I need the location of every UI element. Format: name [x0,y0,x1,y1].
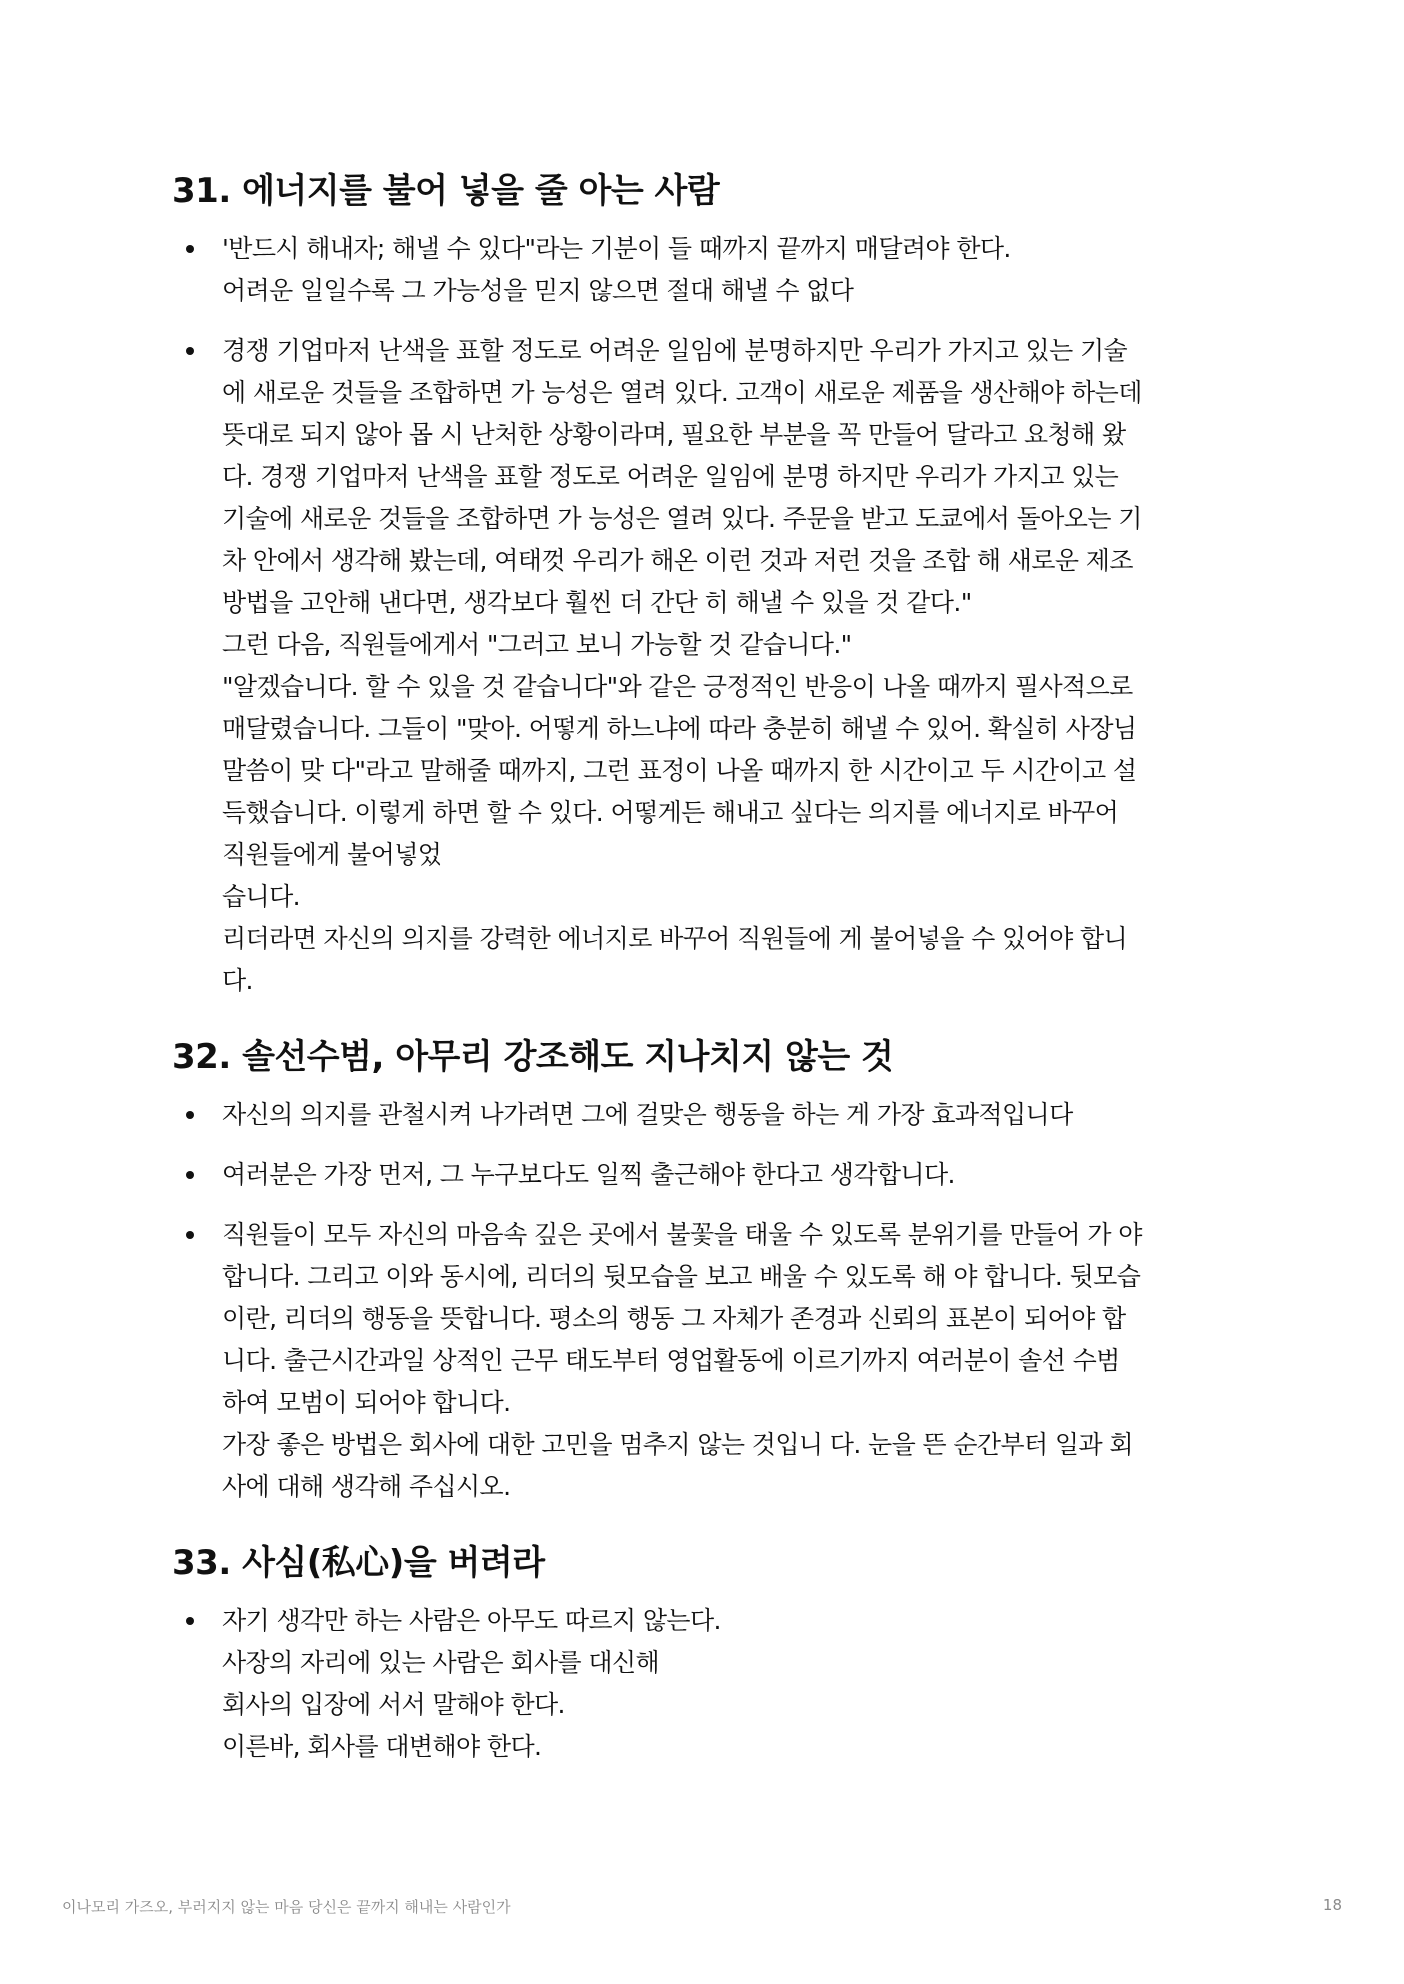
footer-title: 이나모리 가즈오, 부러지지 않는 마음 당신은 끝까지 해내는 사람인가 [62,1898,511,1916]
text-line: '반드시 해내자; 해낼 수 있다"라는 기분이 들 때까지 끝까지 매달려야 한다. [222,234,1011,263]
bullet-item [172,1154,1242,1196]
text-line: 어려운 일일수록 그 가능성을 믿지 않으면 절대 해낼 수 없다 [222,276,854,305]
text-line: 이란, 리더의 행동을 뜻합니다. 평소의 행동 그 자체가 존경과 신뢰의 표본이 되어야 합 [222,1304,1126,1333]
text-line: 이른바, 회사를 대변해야 한다. [222,1732,542,1761]
text-line: 여러분은 가장 먼저, 그 누구보다도 일찍 출근해야 한다고 생각합니다. [222,1160,955,1189]
text-line: 에 새로운 것들을 조합하면 가 능성은 열려 있다. 고객이 새로운 제품을 생산해야 하는데 [222,378,1142,407]
bullet-list [172,1094,1242,1508]
bullet-item [172,1214,1242,1508]
text-line: 니다. 출근시간과일 상적인 근무 태도부터 영업활동에 이르기까지 여러분이 솔선 수범 [222,1346,1120,1375]
section-title: 33. 사심(私心)을 버려라 [172,1543,545,1583]
bullet-list [172,1600,1242,1768]
text-line: 뜻대로 되지 않아 몹 시 난처한 상황이라며, 필요한 부분을 꼭 만들어 달라고 요청해 왔 [222,420,1126,449]
text-line: 다. 경쟁 기업마저 난색을 표할 정도로 어려운 일임에 분명 하지만 우리가 가지고 있는 [222,462,1119,491]
document-content [172,168,1242,1768]
text-line: 합니다. 그리고 이와 동시에, 리더의 뒷모습을 보고 배울 수 있도록 해 야 합니다. 뒷모습 [222,1262,1141,1291]
text-line: 말씀이 맞 다"라고 말해줄 때까지, 그런 표정이 나올 때까지 한 시간이고 두 시간이고 설 [222,756,1137,785]
text-line: 다. [222,966,253,995]
text-line: 습니다. [222,882,300,911]
page-number: 18 [1322,1896,1342,1914]
bullet-icon [186,245,194,253]
bullet-icon [186,1617,194,1625]
text-line: 사에 대해 생각해 주십시오. [222,1472,511,1501]
section-title: 32. 솔선수범, 아무리 강조해도 지나치지 않는 것 [172,1037,894,1077]
text-line: 차 안에서 생각해 봤는데, 여태껏 우리가 해온 이런 것과 저런 것을 조합 해 새로운 제조 [222,546,1133,575]
bullet-list [172,228,1242,1002]
text-line: 방법을 고안해 낸다면, 생각보다 훨씬 더 간단 히 해낼 수 있을 것 같다." [222,588,972,617]
text-line: 직원들에게 불어넣었 [222,840,442,869]
bullet-item [172,228,1242,312]
text-line: 하여 모범이 되어야 합니다. [222,1388,511,1417]
section-33 [172,1540,1242,1768]
text-line: 사장의 자리에 있는 사람은 회사를 대신해 [222,1648,660,1677]
text-line: 가장 좋은 방법은 회사에 대한 고민을 멈추지 않는 것입니 다. 눈을 뜬 순간부터 일과 회 [222,1430,1133,1459]
bullet-icon [186,1111,194,1119]
text-line: 자기 생각만 하는 사람은 아무도 따르지 않는다. [222,1606,721,1635]
text-line: 회사의 입장에 서서 말해야 한다. [222,1690,565,1719]
text-line: 매달렸습니다. 그들이 "맞아. 어떻게 하느냐에 따라 충분히 해낼 수 있어. 확실히 사장님 [222,714,1137,743]
bullet-icon [186,347,194,355]
bullet-item [172,1600,1242,1768]
page-footer [62,1896,1342,1920]
text-line: 직원들이 모두 자신의 마음속 깊은 곳에서 불꽃을 태울 수 있도록 분위기를 만들어 가 야 [222,1220,1142,1249]
section-32 [172,1034,1242,1508]
text-line: "알겠습니다. 할 수 있을 것 같습니다"와 같은 긍정적인 반응이 나올 때까지 필사적으로 [222,672,1133,701]
bullet-icon [186,1171,194,1179]
section-title: 31. 에너지를 불어 넣을 줄 아는 사람 [172,171,720,211]
text-line: 리더라면 자신의 의지를 강력한 에너지로 바꾸어 직원들에 게 불어넣을 수 있어야 합니 [222,924,1128,953]
bullet-item [172,1094,1242,1136]
text-line: 경쟁 기업마저 난색을 표할 정도로 어려운 일임에 분명하지만 우리가 가지고 있는 기술 [222,336,1128,365]
text-line: 득했습니다. 이렇게 하면 할 수 있다. 어떻게든 해내고 싶다는 의지를 에너지로 바꾸어 [222,798,1119,827]
text-line: 그런 다음, 직원들에게서 "그러고 보니 가능할 것 같습니다." [222,630,852,659]
section-31 [172,168,1242,1002]
text-line: 기술에 새로운 것들을 조합하면 가 능성은 열려 있다. 주문을 받고 도쿄에서 돌아오는 기 [222,504,1142,533]
bullet-item [172,330,1242,1002]
text-line: 자신의 의지를 관철시켜 나가려면 그에 걸맞은 행동을 하는 게 가장 효과적입니다 [222,1100,1073,1129]
bullet-icon [186,1231,194,1239]
